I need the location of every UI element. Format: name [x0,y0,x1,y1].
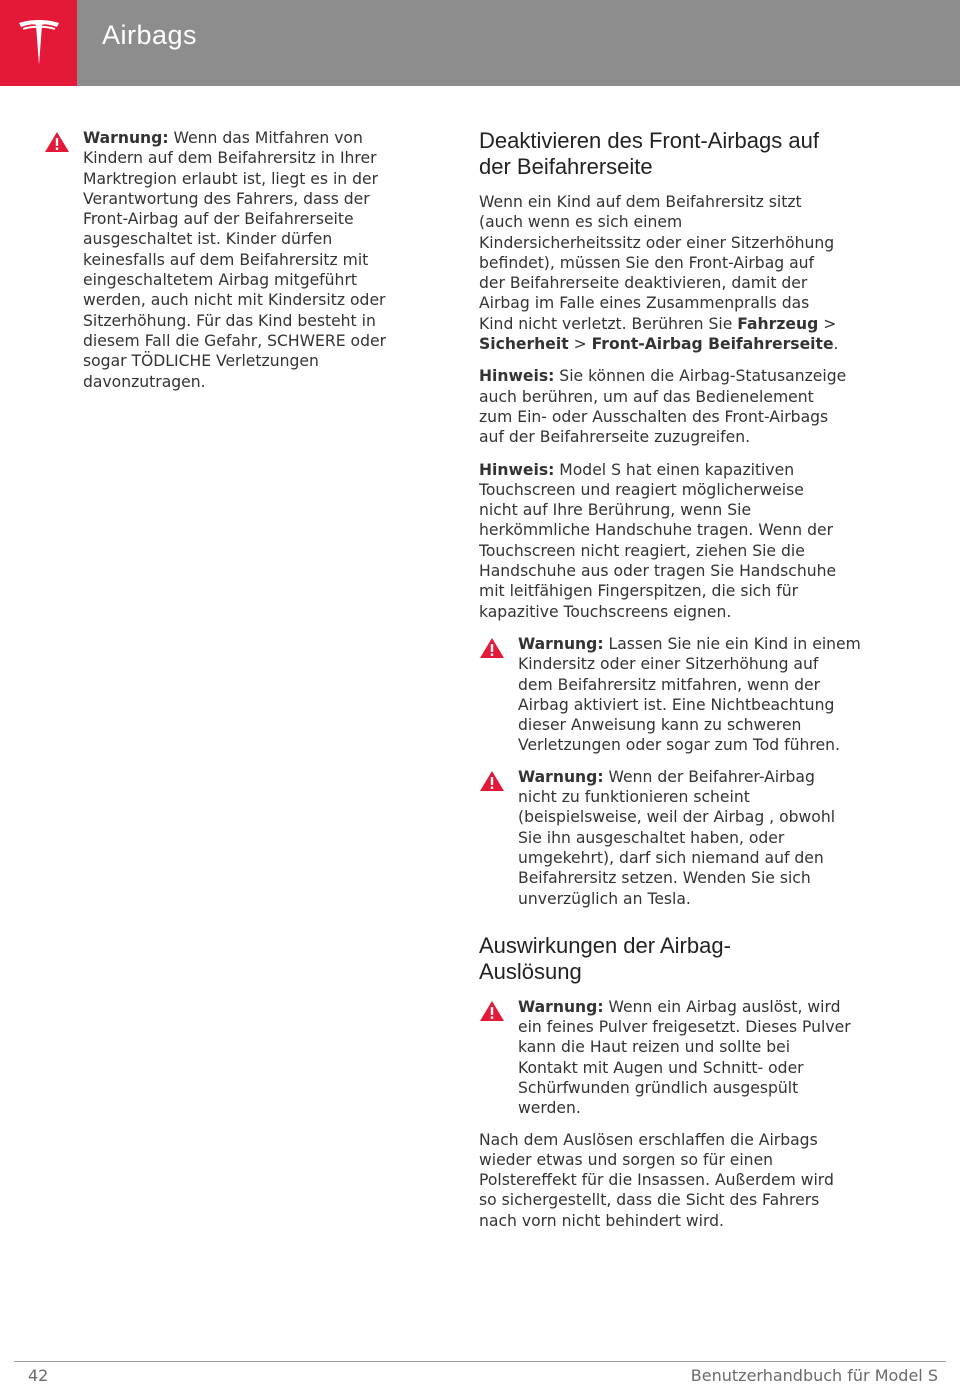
warning-airbag-powder [479,997,879,1119]
menu-path-safety: Sicherheit [479,335,569,354]
text-line: zum Ein- oder Ausschalten des Front-Airbags [479,407,829,426]
warning-line: Wenn das Mitfahren von [168,129,363,147]
text-line: nicht zu funktionieren scheint [518,788,750,807]
text-line: der Beifahrerseite deaktivieren, damit der [479,274,808,293]
text-line: Wenn ein Kind auf dem Beifahrersitz sitzt [479,193,802,211]
menu-path-vehicle: Fahrzeug [737,314,819,333]
note-capacitive-touchscreen [479,460,879,622]
warning-triangle-icon [479,637,505,659]
warning-line: keinesfalls auf dem Beifahrersitz mit [83,250,369,269]
warning-triangle-icon [479,770,505,792]
text-line: werden. [518,1099,581,1118]
warning-triangle-icon [479,1000,505,1022]
text-line: Schürfwunden gründlich ausgespült [518,1078,799,1097]
text-line: (beispielsweise, weil der Airbag , obwohl [518,808,836,827]
warning-airbag-malfunction [479,767,879,909]
page-number: 42 [28,1366,49,1385]
warning-label: Warnung: [518,767,604,786]
text-line: Airbag aktiviert ist. Eine Nichtbeachtung [518,695,835,714]
heading-line: Auswirkungen der Airbag- [479,932,731,958]
warning-child-seat-responsibility [44,128,420,392]
text-line: dieser Anweisung kann zu schweren [518,716,802,735]
text-line: Sie ihn ausgeschaltet haben, oder [518,828,785,847]
text-line: Wenn der Beifahrer-Airbag [603,767,815,786]
text-line: Kindersicherheitssitz oder einer Sitzerhöhung [479,233,835,252]
menu-path-separator: > [818,314,837,333]
warning-label: Warnung: [83,129,169,147]
text-line: dem Beifahrersitz mitfahren, wenn der [518,675,820,694]
text-line: kapazitive Touchscreens eignen. [479,602,732,621]
text-line: mit leitfähigen Fingerspitzen, die sich für [479,582,798,601]
warning-line: werden, auch nicht mit Kindersitz oder [83,291,386,310]
paragraph-after-deployment [479,1130,879,1231]
note-label: Hinweis: [479,460,555,479]
menu-path-separator: > [568,335,592,354]
text-line: wieder etwas und sorgen so für einen [479,1150,774,1169]
warning-triangle-icon [44,131,70,153]
text-line: herkömmliche Handschuhe tragen. Wenn der [479,521,834,540]
text-line: Kind nicht verletzt. Berühren Sie [479,314,738,333]
text-line: so sichergestellt, dass die Sicht des Fahrers [479,1191,820,1210]
warning-label: Warnung: [518,634,604,653]
footer-manual-title: Benutzerhandbuch für Model S [690,1366,938,1385]
warning-line: Sitzerhöhung. Für das Kind besteht in [83,311,376,330]
text-line: Kontakt mit Augen und Schnitt- oder [518,1058,804,1077]
text-line: ein feines Pulver freigesetzt. Dieses Pulver [518,1018,851,1037]
right-column [479,128,879,1243]
text-line: kann die Haut reizen und sollte bei [518,1038,791,1057]
warning-line: eingeschaltetem Airbag mitgeführt [83,271,357,290]
section-heading-deactivate-airbag [479,128,879,180]
tesla-logo [0,0,77,86]
text-line: Beifahrersitz setzen. Wenden Sie sich [518,869,811,888]
warning-line: Kindern auf dem Beifahrersitz in Ihrer [83,149,377,168]
menu-path-passenger-airbag: Front-Airbag Beifahrerseite [591,335,834,354]
text-line: nach vorn nicht behindert wird. [479,1211,724,1230]
left-column [44,128,420,392]
text-line: unverzüglich an Tesla. [518,889,691,908]
warning-line: Verantwortung des Fahrers, dass der [83,189,370,208]
warning-text [83,128,420,392]
tesla-logo-icon [15,17,63,69]
footer-divider [14,1361,946,1362]
text-line: Verletzungen oder sogar zum Tod führen. [518,736,840,755]
text-line: auf der Beifahrerseite zuzugreifen. [479,428,751,447]
page-title: Airbags [102,20,198,50]
warning-line: davonzutragen. [83,372,206,391]
text-line: Kindersitz oder einer Sitzerhöhung auf [518,655,819,674]
heading-line: Deaktivieren des Front-Airbags auf [479,128,819,153]
warning-line: Marktregion erlaubt ist, liegt es in der [83,169,379,188]
heading-line: der Beifahrerseite [479,154,653,179]
text-line: Airbag im Falle eines Zusammenpralls das [479,294,810,313]
warning-line: ausgeschaltet ist. Kinder dürfen [83,230,333,249]
text-line: Sie können die Airbag-Statusanzeige [554,367,847,386]
text-line: Wenn ein Airbag auslöst, wird [603,997,841,1016]
warning-line: Front-Airbag auf der Beifahrerseite [83,210,354,229]
warning-line: sogar TÖDLICHE Verletzungen [83,352,319,371]
note-status-indicator [479,366,879,447]
warning-never-child-active-airbag [479,634,879,756]
text-line: Touchscreen nicht reagiert, ziehen Sie die [479,541,805,560]
section-heading-airbag-deployment [479,933,879,985]
text-line: Nach dem Auslösen erschlaffen die Airbags [479,1130,818,1149]
text-line: (auch wenn es sich einem [479,213,683,232]
text-line: Touchscreen und reagiert möglicherweise [479,480,804,499]
warning-line: diesem Fall die Gefahr, SCHWERE oder [83,331,386,350]
heading-line: Auslösung [479,958,582,984]
text-line: Lassen Sie nie ein Kind in einem [603,634,861,653]
text-line: Handschuhe aus oder tragen Sie Handschuhe [479,562,837,581]
text-line: befindet), müssen Sie den Front-Airbag auf [479,253,815,272]
period: . [833,335,839,354]
text-line: auch berühren, um auf das Bedienelement [479,387,814,406]
text-line: nicht auf Ihre Berührung, wenn Sie [479,501,752,520]
warning-label: Warnung: [518,997,604,1016]
text-line: Polstereffekt für die Insassen. Außerdem wird [479,1171,834,1190]
page-header [0,0,960,86]
note-label: Hinweis: [479,367,555,386]
paragraph-deactivate-instructions [479,192,879,354]
text-line: umgekehrt), darf sich niemand auf den [518,848,824,867]
text-line: Model S hat einen kapazitiven [554,460,795,479]
